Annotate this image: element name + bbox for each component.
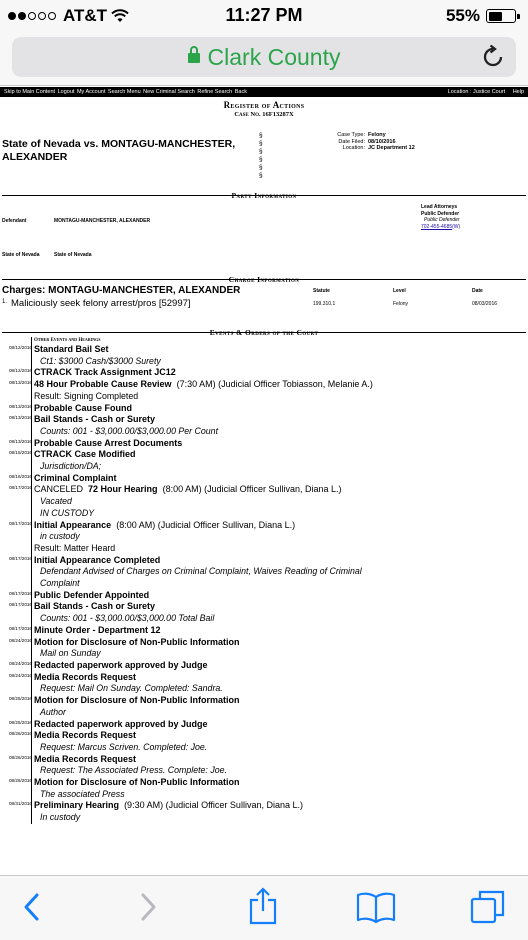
case-type-label: Case Type:	[337, 132, 365, 138]
event-date: 08/12/2016	[9, 368, 32, 374]
event-row	[9, 367, 528, 379]
event-title[interactable]: Probable Cause Arrest Documents	[34, 437, 183, 448]
web-page	[0, 87, 528, 875]
battery-area	[446, 6, 516, 26]
charge-row: $^{1.}$ Maliciously seek felony arrest/pros [52997]	[2, 298, 191, 309]
event-title[interactable]: Media Records Request	[34, 671, 137, 682]
case-info	[300, 132, 415, 152]
event-title[interactable]: Redacted paperwork approved by Judge	[34, 659, 208, 670]
date-filed-label: Date Filed:	[338, 138, 365, 145]
event-date: 08/31/2016	[9, 801, 32, 807]
location-value: JC Department 12	[368, 145, 415, 151]
event-date: 08/12/2016	[9, 345, 32, 350]
event-note: Ct1: $3000 Cash/$3000 Surety	[40, 355, 161, 366]
date-filed: 08/10/2016	[368, 138, 396, 145]
event-title[interactable]: Bail Stands - Cash or Surety	[34, 414, 156, 425]
event-title[interactable]: Motion for Disclosure of Non-Public Information	[34, 695, 240, 706]
event-row	[9, 624, 528, 637]
section-mark: §	[259, 132, 263, 139]
plaintiff-name: State of Nevada	[54, 252, 92, 258]
clock: 11:27 PM	[225, 5, 303, 25]
event-date: 08/17/2016	[9, 520, 32, 526]
section-mark: §	[259, 148, 263, 155]
level-header: Level	[393, 288, 406, 294]
event-note: In custody	[40, 812, 81, 823]
event-date: 08/25/2016	[9, 696, 32, 702]
address-bar[interactable]	[12, 37, 516, 77]
section-mark: §	[259, 140, 263, 147]
event-row	[9, 695, 528, 718]
event-date: 08/17/2016	[9, 625, 32, 631]
event-date: 08/13/2016	[9, 415, 32, 421]
battery-percent: 55%	[445, 6, 480, 25]
section-mark: §	[259, 156, 263, 163]
event-row	[9, 800, 528, 823]
event-date: 08/26/2016	[9, 754, 32, 760]
battery-icon	[486, 9, 516, 23]
event-note: Request: Mail On Sunday. Completed: Sandra.	[40, 683, 223, 694]
event-note: Jurisdiction/DA;	[40, 461, 102, 472]
nav-link[interactable]: Back	[234, 89, 247, 95]
event-date: 08/24/2016	[9, 672, 32, 678]
help-link[interactable]: Help	[512, 89, 524, 95]
site-name: Clark County	[207, 44, 341, 70]
event-date: 08/13/2016	[9, 403, 32, 409]
event-note: Request: The Associated Press. Complete: Joe.	[40, 765, 227, 776]
event-note: Defendant Advised of Charges on Criminal Complaint, Waives Reading of Criminal	[40, 566, 362, 577]
event-row	[9, 472, 528, 485]
charge-date: 08/03/2016	[472, 301, 498, 307]
event-row	[9, 484, 528, 519]
event-date: 08/17/2016	[9, 485, 32, 491]
event-title[interactable]: CTRACK Track Assignment JC12	[34, 367, 176, 378]
status-bar	[0, 0, 528, 30]
event-note: IN CUSTODY	[40, 507, 95, 518]
register-title: Register of Actions	[223, 100, 305, 110]
event-row	[9, 414, 528, 437]
nav-link[interactable]: Refine Search	[197, 89, 233, 95]
back-icon[interactable]	[22, 892, 42, 922]
section-mark: §	[259, 164, 263, 171]
event-row	[9, 379, 528, 402]
event-title[interactable]: Probable Cause Found	[34, 402, 133, 413]
nav-link[interactable]: Logout	[57, 89, 75, 95]
section-mark: §	[259, 172, 263, 179]
event-row	[9, 636, 528, 660]
statute-header: Statute	[313, 288, 330, 294]
event-date: 08/13/2016	[9, 438, 32, 444]
event-note: Vacated	[40, 496, 72, 507]
case-caption	[0, 124, 528, 184]
event-title[interactable]: Initial Appearance	[34, 519, 112, 530]
location-label: Location:	[342, 145, 365, 151]
event-note: The associated Press	[40, 788, 125, 799]
event-title[interactable]: Preliminary Hearing	[34, 800, 120, 811]
location-label: Location : Justice Court	[447, 89, 506, 95]
nav-links	[4, 87, 248, 97]
date-header: Date	[472, 288, 483, 294]
event-note: Request: Marcus Scriven. Completed: Joe.	[40, 741, 208, 752]
forward-icon[interactable]	[138, 892, 158, 922]
event-title[interactable]: CTRACK Case Modified	[34, 449, 136, 460]
event-title[interactable]: Minute Order - Department 12	[34, 624, 161, 635]
event-result: Result: Signing Completed	[34, 390, 139, 401]
defendant-label: Defendant	[2, 218, 27, 224]
lead-attorneys-label: Lead Attorneys	[421, 204, 458, 210]
event-date: 08/25/2016	[9, 719, 32, 725]
event-result: Result: Matter Heard	[34, 542, 116, 553]
event-date: 08/17/2016	[9, 590, 32, 596]
browser-toolbar	[0, 875, 528, 940]
share-icon[interactable]	[247, 887, 279, 925]
charges-title: Charges: MONTAGU-MANCHESTER, ALEXANDER	[2, 285, 241, 296]
event-title[interactable]: Motion for Disclosure of Non-Public Information	[34, 636, 240, 647]
event-detail: (8:00 AM) (Judicial Officer Sullivan, Diana L.)	[162, 484, 342, 495]
case-style: State of Nevada vs. MONTAGU-MANCHESTER, ALEXANDER	[2, 138, 236, 163]
event-date: 08/13/2016	[9, 380, 32, 386]
defendant-name: MONTAGU-MANCHESTER, ALEXANDER	[54, 218, 151, 224]
attorney-role: Public Defender	[424, 217, 460, 223]
event-row	[9, 659, 528, 672]
event-row	[9, 601, 528, 624]
browser-chrome	[0, 30, 528, 86]
lock-icon	[188, 53, 200, 63]
tabs-icon[interactable]	[470, 889, 506, 925]
event-detail: (9:30 AM) (Judicial Officer Sullivan, Diana L.)	[124, 800, 303, 811]
event-row	[9, 589, 528, 602]
nav-link[interactable]: Search Menu	[107, 89, 141, 95]
event-date: 08/24/2016	[9, 637, 32, 643]
event-row	[9, 449, 528, 472]
nav-link[interactable]: Skip to Main Content	[4, 89, 56, 95]
event-date: 08/24/2016	[9, 660, 32, 666]
event-detail: (8:00 AM) (Judicial Officer Sullivan, Diana L.)	[116, 519, 296, 530]
charge-statute: 199.310.1	[313, 301, 336, 307]
event-title[interactable]: Redacted paperwork approved by Judge	[34, 718, 208, 729]
event-row	[9, 437, 528, 450]
charge-level: Felony	[393, 301, 409, 307]
event-row	[9, 777, 528, 800]
event-row	[9, 554, 528, 590]
event-date: 08/26/2016	[9, 778, 32, 784]
reload-icon[interactable]	[482, 45, 504, 69]
event-title[interactable]: 72 Hour Hearing	[88, 484, 158, 495]
nav-links-bar	[0, 87, 528, 97]
nav-link[interactable]: New Criminal Search	[143, 89, 195, 95]
event-row	[9, 519, 528, 555]
event-title[interactable]: Criminal Complaint	[34, 472, 117, 483]
event-note: Counts: 001 - $3,000.00/$3,000.00 Per Count	[40, 425, 219, 436]
event-title[interactable]: Motion for Disclosure of Non-Public Information	[34, 777, 240, 788]
charge-description: Maliciously seek felony arrest/pros [52997]	[11, 298, 191, 309]
attorney-phone[interactable]: 702-455-4685(W)	[421, 224, 461, 230]
events-subheading: Other Events and Hearings	[34, 338, 101, 343]
event-detail: (7:30 AM) (Judicial Officer Tobiasson, Melanie A.)	[176, 379, 373, 390]
event-title[interactable]: 48 Hour Probable Cause Review	[34, 379, 172, 390]
event-date: 08/26/2016	[9, 731, 32, 737]
event-row	[9, 671, 528, 695]
event-note: Mail on Sunday	[40, 648, 101, 659]
party-information	[0, 196, 528, 268]
plaintiff-label: State of Nevada	[2, 252, 40, 258]
nav-link[interactable]: My Account	[76, 89, 106, 95]
event-note: Counts: 001 - $3,000.00/$3,000.00 Total Bail	[40, 613, 215, 624]
event-note: in custody	[40, 531, 80, 542]
section-marks	[259, 132, 263, 180]
case-number: Case No. 16F13287X	[234, 111, 294, 118]
event-title[interactable]: Standard Bail Set	[34, 344, 109, 354]
event-title[interactable]: Public Defender Appointed	[34, 589, 150, 600]
event-date: 08/16/2016	[9, 473, 32, 479]
event-row	[9, 402, 528, 415]
party-heading: Party Information	[2, 184, 526, 196]
canceled-label: CANCELED	[34, 484, 84, 495]
carrier-name: AT&T	[63, 6, 108, 25]
case-type: Felony	[368, 132, 386, 138]
event-row	[9, 344, 528, 367]
event-date: 08/15/2016	[9, 450, 32, 456]
event-row	[9, 730, 528, 753]
charge-information	[0, 280, 528, 321]
event-title[interactable]: Initial Appearance Completed	[34, 554, 161, 565]
events-list	[9, 337, 528, 824]
event-title[interactable]: Media Records Request	[34, 753, 137, 764]
event-note: Author	[40, 706, 66, 717]
event-row	[9, 718, 528, 731]
event-date: 08/17/2016	[9, 602, 32, 608]
event-row	[9, 753, 528, 777]
bookmarks-icon[interactable]	[356, 891, 396, 923]
event-date: 08/17/2016	[9, 555, 32, 561]
event-note: Complaint	[40, 578, 80, 589]
charge-heading: Charge Information	[2, 268, 526, 280]
event-title[interactable]: Media Records Request	[34, 730, 137, 741]
event-title[interactable]: Bail Stands - Cash or Surety	[34, 601, 156, 612]
attorney-title: Public Defender	[421, 210, 460, 217]
events-heading: Events & Orders of the Court	[2, 321, 526, 333]
